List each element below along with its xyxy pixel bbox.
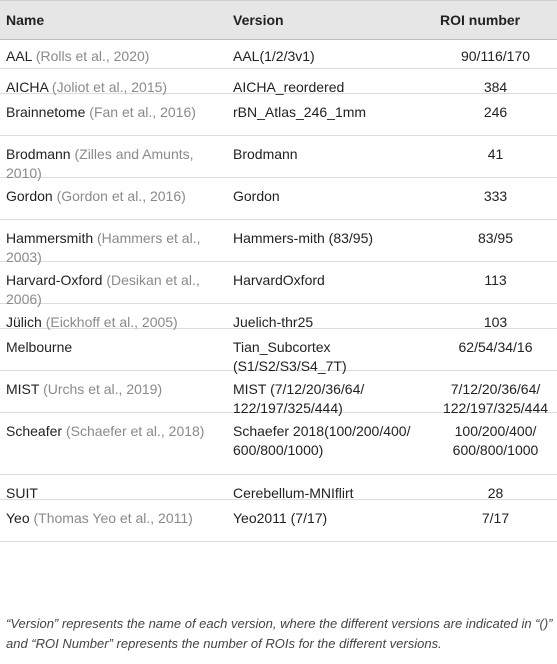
cell-version: Juelich-thr25 (233, 314, 314, 330)
atlas-citation[interactable]: (Rolls et al., 2020) (35, 48, 150, 64)
cell-roi-number: 100/200/400/ 600/800/1000 (452, 423, 539, 458)
cell-roi-number: 7/12/20/36/64/ 122/197/325/444 (442, 381, 549, 416)
cell-atlas-name (6, 47, 226, 66)
table-row (0, 304, 557, 329)
table-row (0, 136, 557, 181)
cell-roi-number: 113 (484, 272, 507, 288)
table-row (0, 413, 557, 475)
atlas-name-text: Yeo (6, 510, 34, 526)
atlas-name-text: AICHA (6, 79, 52, 95)
cell-roi-number: 62/54/34/16 (458, 339, 533, 355)
atlas-name-text: Brainnetome (6, 104, 90, 120)
atlas-citation[interactable]: (Schaefer et al., 2018) (65, 423, 205, 439)
cell-roi-number: 28 (487, 485, 504, 501)
cell-atlas-name (6, 509, 226, 528)
table-row (0, 329, 557, 374)
table-row (0, 500, 557, 542)
table-header (0, 0, 557, 40)
cell-version: Tian_Subcortex (S1/S2/S3/S4_7T) (233, 339, 347, 374)
atlas-citation[interactable]: (Eickhoff et al., 2005) (45, 314, 178, 330)
cell-version: Brodmann (233, 146, 298, 162)
cell-version: AAL(1/2/3v1) (233, 48, 315, 64)
cell-roi-number: 333 (483, 188, 508, 204)
atlas-citation[interactable]: (Desikan et al., 2006) (6, 272, 200, 307)
cell-atlas-name (6, 103, 226, 122)
atlas-name-text: Scheafer (6, 423, 66, 439)
atlas-name-text: Hammersmith (6, 230, 98, 246)
table-row (0, 40, 557, 69)
cell-version: Gordon (233, 188, 280, 204)
atlas-citation[interactable]: (Gordon et al., 2016) (56, 188, 186, 204)
atlas-name-text: Harvard-Oxford (6, 272, 107, 288)
table-row (0, 262, 557, 307)
atlas-name-text: Brodmann (6, 146, 75, 162)
atlas-citation[interactable]: (Hammers et al., 2003) (6, 230, 201, 265)
atlas-name-text: Gordon (6, 188, 57, 204)
table-row (0, 475, 557, 500)
atlas-name-text: SUIT (6, 485, 38, 501)
header-name: Name (6, 12, 45, 28)
cell-version: MIST (7/12/20/36/64/ 122/197/325/444) (233, 381, 365, 416)
table-body (0, 40, 557, 542)
cell-atlas-name (6, 422, 226, 441)
cell-version: Schaefer 2018(100/200/400/ 600/800/1000) (233, 423, 411, 458)
cell-roi-number: 90/116/170 (460, 48, 531, 64)
atlas-citation[interactable]: (Joliot et al., 2015) (51, 79, 168, 95)
cell-roi-number: 246 (483, 104, 508, 120)
atlas-name-text: Melbourne (6, 339, 73, 355)
atlas-name-text: AAL (6, 48, 36, 64)
cell-version: HarvardOxford (233, 272, 325, 288)
table-footnote: “Version” represents the name of each version, where the different versions are indicated in “()” and “ROI Number” represents the number of ROIs for the different versions. (6, 616, 553, 651)
cell-version: Cerebellum-MNIflirt (233, 485, 354, 501)
table-row (0, 220, 557, 265)
table-row (0, 178, 557, 220)
cell-roi-number: 7/17 (481, 510, 510, 526)
cell-version: rBN_Atlas_246_1mm (233, 104, 367, 120)
table-row (0, 69, 557, 94)
atlas-name-text: MIST (6, 381, 44, 397)
header-roi-number: ROI number (440, 12, 521, 28)
atlas-citation[interactable]: (Fan et al., 2016) (89, 104, 196, 120)
cell-roi-number: 41 (487, 146, 504, 162)
cell-roi-number: 103 (483, 314, 508, 330)
table-row (0, 371, 557, 416)
cell-atlas-name (6, 187, 226, 206)
cell-version: Hammers-mith (83/95) (233, 230, 374, 246)
atlas-citation[interactable]: (Thomas Yeo et al., 2011) (33, 510, 193, 526)
atlas-citation[interactable]: (Zilles and Amunts, 2010) (6, 146, 194, 181)
atlas-citation[interactable]: (Urchs et al., 2019) (43, 381, 163, 397)
cell-roi-number: 384 (483, 79, 508, 95)
atlas-name-text: Jülich (6, 314, 46, 330)
header-version: Version (233, 12, 284, 28)
cell-atlas-name (6, 338, 226, 357)
cell-version: Yeo2011 (7/17) (233, 510, 328, 526)
cell-version: AICHA_reordered (233, 79, 345, 95)
cell-roi-number: 83/95 (477, 230, 514, 246)
table-row (0, 94, 557, 136)
cell-atlas-name (6, 380, 226, 399)
